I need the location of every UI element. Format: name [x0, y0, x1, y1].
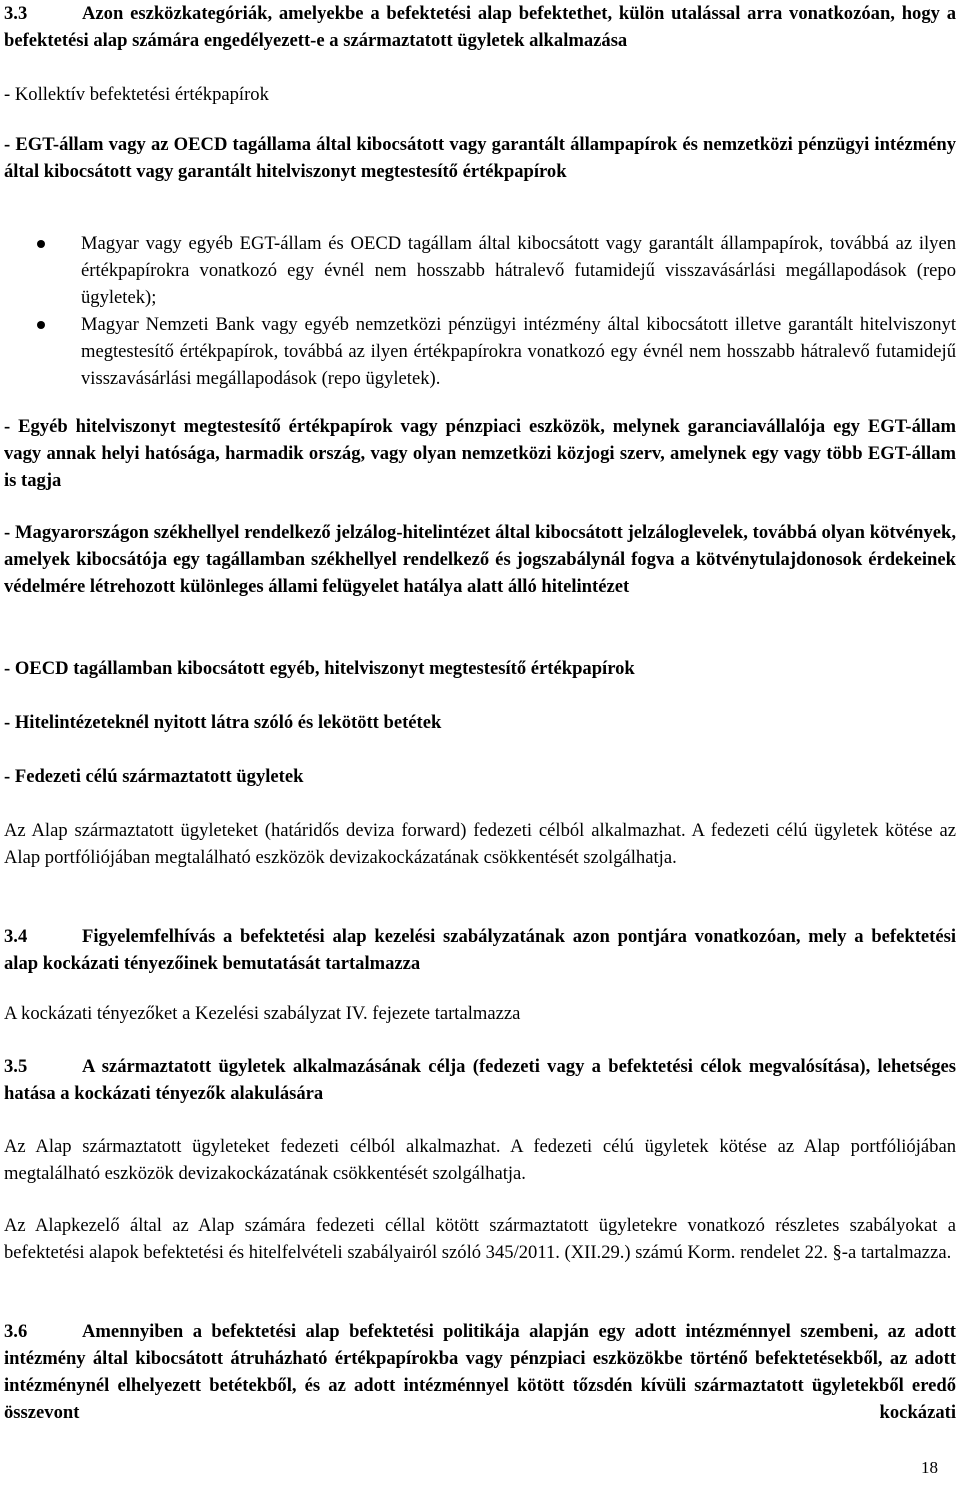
- section-3-5-paragraph-2: Az Alapkezelő által az Alap számára fedezeti céllal kötött származtatott ügyletekre vonatkozó részletes szabályokat a befektetési alapok befektetési és hitelfelvételi szabályairól szóló 345/2011. (XII.29.) számú Korm. rendelet 22. §-a tartalmazza.: [4, 1215, 956, 1263]
- list-item: [4, 311, 956, 392]
- section-3-3-heading: [4, 0, 956, 54]
- page-number: 18: [921, 1458, 938, 1477]
- egyeb-hitel-paragraph: - Egyéb hitelviszonyt megtestesítő értékpapírok vagy pénzpiaci eszközök, melynek garanciavállalója egy EGT-állam vagy annak helyi hatósága, harmadik ország, vagy olyan nemzetközi közjogi szerv, amelynek egy vagy több EGT-állam is tagja: [4, 416, 956, 491]
- kollektiv-line: - Kollektív befektetési értékpapírok: [4, 84, 269, 105]
- bullet-icon: [37, 240, 45, 248]
- list-item: [4, 230, 956, 311]
- section-3-4-heading: [4, 923, 956, 977]
- bullet-list: [4, 230, 956, 392]
- section-title: Azon eszközkategóriák, amelyekbe a befektetési alap befektethet, külön utalással arra vonatkozóan, hogy a befektetési alap számára engedélyezett-e a származtatott ügyletek alkalmazása: [4, 3, 956, 51]
- fedezeti-paragraph: Az Alap származtatott ügyleteket (határidős deviza forward) fedezeti célból alkalmazhat. A fedezeti célú ügyletek kötése az Alap portfóliójában megtalálható eszközök devizakockázatának csökkentését szolgálhatja.: [4, 820, 956, 868]
- section-3-5-heading: [4, 1053, 956, 1107]
- egt-allam-paragraph: - EGT-állam vagy az OECD tagállama által kibocsátott vagy garantált állampapírok és nemzetközi pénzügyi intézmény által kibocsátott vagy garantált hitelviszonyt megtestesítő értékpapírok: [4, 134, 956, 182]
- section-number: 3.3: [4, 3, 28, 24]
- bullet-icon: [37, 321, 45, 329]
- fedezeti-line: - Fedezeti célú származtatott ügyletek: [4, 766, 304, 787]
- oecd-egyeb-line: - OECD tagállamban kibocsátott egyéb, hitelviszonyt megtestesítő értékpapírok: [4, 658, 635, 679]
- list-item-text: Magyar vagy egyéb EGT-állam és OECD tagállam által kibocsátott vagy garantált állampapírok, továbbá az ilyen értékpapírokra vonatkozó egy évnél nem hosszabb hátralevő futamidejű visszavásárlási megállapodások (repo ügyletek);: [81, 233, 956, 308]
- betetek-line: - Hitelintézeteknél nyitott látra szóló és lekötött betétek: [4, 712, 442, 733]
- section-title: A származtatott ügyletek alkalmazásának célja (fedezeti vagy a befektetési célok megvalósítása), lehetséges hatása a kockázati tényezők alakulására: [4, 1056, 956, 1104]
- section-title: Amennyiben a befektetési alap befektetési politikája alapján egy adott intézménnyel szembeni, az adott intézmény által kibocsátott átruházható értékpapírokba vagy pénzpiaci eszközökbe történő befektetésekből, az adott intézménynél elhelyezett betétekből, és az adott intézménnyel kötött tőzsdén kívüli származtatott ügyletekből eredő összevont kockázati: [4, 1321, 956, 1423]
- section-number: 3.5: [4, 1056, 28, 1077]
- section-3-5-paragraph-1: Az Alap származtatott ügyleteket fedezeti célból alkalmazhat. A fedezeti célú ügyletek kötése az Alap portfóliójában megtalálható eszközök devizakockázatának csökkentését szolgálhatja.: [4, 1136, 956, 1184]
- section-title: Figyelemfelhívás a befektetési alap kezelési szabályzatának azon pontjára vonatkozóan, mely a befektetési alap kockázati tényezőinek bemutatását tartalmazza: [4, 926, 956, 974]
- jelzalog-paragraph: - Magyarországon székhellyel rendelkező jelzálog-hitelintézet által kibocsátott jelzáloglevelek, továbbá olyan kötvények, amelyek kibocsátója egy tagállamban székhellyel rendelkező és jogszabálynál fogva a kötvénytulajdonosok érdekeinek védelmére létrehozott különleges állami felügyelet hatálya alatt álló hitelintézet: [4, 522, 956, 597]
- list-item-text: Magyar Nemzeti Bank vagy egyéb nemzetközi pénzügyi intézmény által kibocsátott illetve garantált hitelviszonyt megtestesítő értékpapírok, továbbá az ilyen értékpapírokra vonatkozó egy évnél nem hosszabb hátralevő futamidejű visszavásárlási megállapodások (repo ügyletek).: [81, 314, 956, 389]
- section-number: 3.4: [4, 926, 28, 947]
- section-3-4-text: A kockázati tényezőket a Kezelési szabályzat IV. fejezete tartalmazza: [4, 1003, 521, 1024]
- section-3-6-heading: [4, 1318, 956, 1426]
- section-number: 3.6: [4, 1321, 28, 1342]
